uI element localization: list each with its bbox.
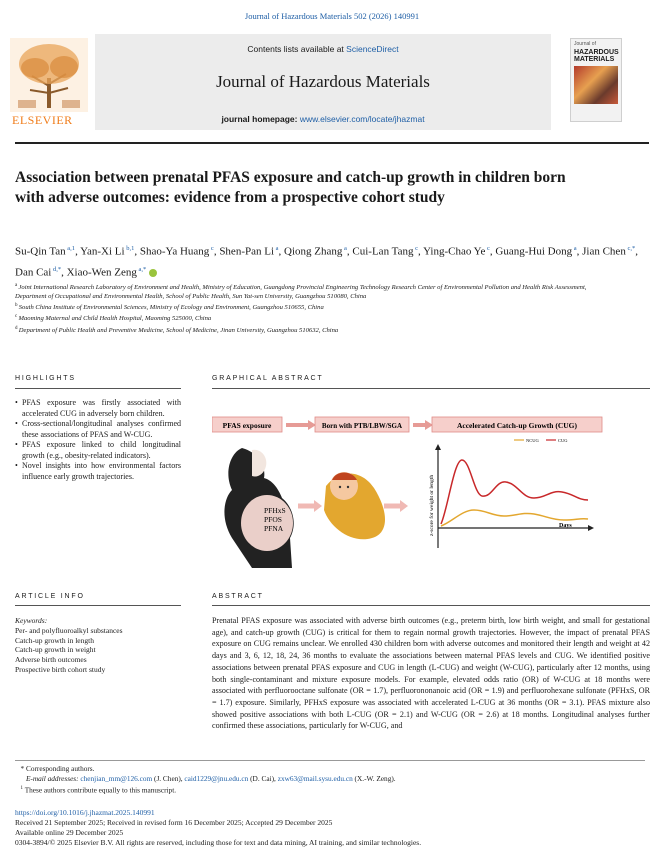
abstract-rule bbox=[212, 605, 650, 606]
author-affiliation-marker[interactable]: c,* bbox=[625, 245, 636, 252]
author-name[interactable]: Qiong Zhang bbox=[284, 245, 343, 258]
author-affiliation-marker[interactable]: a bbox=[342, 245, 347, 252]
author-name[interactable]: Ying-Chao Ye bbox=[423, 245, 486, 258]
homepage-line bbox=[95, 114, 551, 124]
equal-contribution-text: These authors contribute equally to this manuscript. bbox=[24, 785, 177, 795]
author-name[interactable]: Guang-Hui Dong bbox=[495, 245, 573, 258]
homepage-prefix: journal homepage: bbox=[221, 114, 300, 124]
keyword-item: Prospective birth cohort study bbox=[15, 664, 106, 674]
keywords-block bbox=[15, 616, 181, 675]
article-info-rule bbox=[15, 605, 181, 606]
email-link-cai[interactable]: caid1229@jnu.edu.cn bbox=[184, 774, 249, 783]
swaddled-baby-illustration bbox=[324, 472, 385, 539]
ga-y-label: z-score for weight or length bbox=[429, 474, 435, 536]
online-date: Available online 29 December 2025 bbox=[15, 828, 124, 837]
publisher-wordmark: ELSEVIER bbox=[12, 113, 73, 127]
affiliation-text: Joint International Research Laboratory of Environment and Health, Ministry of Education, Guangdong Provincial Engineering Technology Research Center of Environmental Pollution and Health Risk Assessment, Department of Occupational and Environmental Health, School of Public Health, Sun Yat-sen University, Guangzhou 510080, China bbox=[15, 284, 587, 301]
graphical-abstract-figure bbox=[212, 398, 650, 570]
author-name[interactable]: Cui-Lan Tang bbox=[352, 245, 414, 258]
affiliation-list bbox=[15, 281, 615, 335]
corresponding-text: Corresponding authors. bbox=[25, 764, 95, 773]
ga-box-pfas-label: PFAS exposure bbox=[222, 421, 272, 430]
highlights-list bbox=[15, 398, 181, 482]
equal-contribution-note: $^1$ These authors contribute equally to this manuscript. bbox=[20, 785, 177, 795]
author-name[interactable]: Yan-Xi Li bbox=[80, 245, 125, 258]
highlight-item: • PFAS exposure was firstly associated with accelerated CUG in adversely born children. bbox=[22, 398, 181, 419]
author-affiliation-marker[interactable]: a,* bbox=[136, 265, 147, 273]
doi-link[interactable]: https://doi.org/10.1016/j.jhazmat.2025.140991 bbox=[15, 808, 155, 817]
journal-cover-thumbnail[interactable] bbox=[570, 38, 622, 122]
ga-box-cug-label: Accelerated Catch-up Growth (CUG) bbox=[456, 421, 578, 430]
author-name[interactable]: Shen-Pan Li bbox=[219, 245, 275, 258]
email-line bbox=[15, 774, 645, 784]
author-affiliation-marker[interactable]: c bbox=[413, 245, 418, 252]
abstract-heading: ABSTRACT bbox=[212, 593, 264, 600]
publication-details bbox=[15, 808, 645, 848]
author-affiliation-marker[interactable]: c bbox=[485, 245, 490, 252]
abstract-body: Prenatal PFAS exposure was associated with adverse birth outcomes (e.g., preterm birth, low birth weight, and small for gestational age), and catch-up growth (CUG) is critical for them to regain normal growth trajectories. However, the impact of prenatal PFAS exposure on CUG remains unclear. We enrolled 430 children born with adverse outcomes and monitored their length and weight at 42 days and 3, 6, 12, 18, 24, 36 months to evaluate the associations between maternal PFAS levels and CUG. We identified positive associations between prenatal PFAS exposure and CUG in length (L-CUG) and weight (W-CUG), particularly after 12 months, using both single-contaminant and mixture exposure models. For example, elevated odds ratio (OR) of W-CUG at 18 months were associated with perfluorooctane sulfonate (OR = 1.7), perfluorononanoic acid (OR = 1.9) and perfluorohexane sulfonate (PFHxS, OR = 1.7) exposure. Similarly, PFHxS exposure was associated with accelerated L-CUG at 36 months (OR = 3.1). PFAS mixture also showed positive associations with both L-CUG (OR = 2.1) and W-CUG (OR = 2.6) at 18 months. Longitudinal analyses further confirmed these associations, particularly for W-CUG, and bbox=[212, 616, 650, 731]
journal-citation[interactable]: Journal of Hazardous Materials 502 (2026) 140991 bbox=[244, 11, 420, 21]
author-name[interactable]: Xiao-Wen Zeng bbox=[66, 266, 137, 279]
author-name[interactable]: Dan Cai bbox=[15, 266, 52, 279]
author-affiliation-marker[interactable]: b,1 bbox=[124, 245, 135, 252]
highlights-heading: HIGHLIGHTS bbox=[15, 375, 76, 382]
affiliation-text: Department of Public Health and Preventive Medicine, School of Medicine, Jinan University, Guangzhou 510632, China bbox=[18, 326, 339, 334]
received-dates: Received 21 September 2025; Received in revised form 16 December 2025; Accepted 29 December 2025 bbox=[15, 818, 333, 827]
footnotes bbox=[15, 764, 645, 795]
ga-box-born-label: Born with PTB/LBW/SGA bbox=[321, 422, 403, 430]
highlights-rule bbox=[15, 388, 181, 389]
affiliation-item bbox=[15, 324, 615, 335]
author-affiliation-marker[interactable]: a bbox=[572, 245, 577, 252]
author-affiliation-marker[interactable]: c bbox=[209, 245, 214, 252]
email-owner: (X.-W. Zeng). bbox=[354, 774, 396, 783]
orcid-icon[interactable] bbox=[149, 269, 157, 277]
ga-chem-3: PFNA bbox=[264, 524, 284, 533]
graphical-abstract-rule bbox=[212, 388, 650, 389]
keyword-item: Per- and polyfluoroalkyl substances bbox=[15, 625, 123, 635]
article-info-heading: ARTICLE INFO bbox=[15, 593, 85, 600]
corresponding-note: * Corresponding authors. bbox=[15, 764, 95, 773]
article-title: Association between prenatal PFAS exposure and catch-up growth in children born with adverse outcomes: evidence from a prospective cohort study bbox=[15, 169, 566, 206]
author-list: Su-Qin Tan $^{a,1}$, Yan-Xi Li $^{b,1}$, Shao-Ya Huang $^c$, Shen-Pan Li $^a$, Qiong Zhang $^a$, Cui-Lan Tang $^c$, Ying-Chao Ye $^c$, Guang-Hui Dong $^a$, Jian Chen $^{c,*}$, Dan Cai $^{d,*}$, Xiao-Wen Zeng $^{a,*}$ bbox=[15, 245, 638, 279]
affiliation-text: South China Institute of Environmental Sciences, Ministry of Ecology and Environment, Guangzhou 510655, China bbox=[18, 304, 324, 312]
header-divider bbox=[15, 142, 649, 144]
contents-line bbox=[95, 44, 551, 54]
journal-name: Journal of Hazardous Materials bbox=[216, 72, 430, 91]
cover-top-text: Journal of bbox=[574, 41, 596, 47]
sciencedirect-link[interactable]: ScienceDirect bbox=[346, 44, 399, 54]
email-owner: (J. Chen), bbox=[154, 774, 183, 783]
email-label: E-mail addresses: bbox=[25, 774, 79, 783]
cover-image bbox=[574, 66, 618, 104]
footnote-rule bbox=[15, 760, 645, 761]
keyword-item: Catch-up growth in weight bbox=[15, 645, 96, 655]
author-name[interactable]: Su-Qin Tan bbox=[15, 245, 66, 258]
ga-legend-cug: CUG bbox=[558, 438, 568, 443]
ga-chem-2: PFOS bbox=[264, 515, 282, 524]
elsevier-tree-logo bbox=[10, 38, 88, 124]
graphical-abstract-heading: GRAPHICAL ABSTRACT bbox=[212, 375, 324, 382]
affiliation-marker: a bbox=[15, 283, 19, 288]
affiliation-marker: b bbox=[15, 303, 19, 309]
author-affiliation-marker[interactable]: d,* bbox=[51, 265, 62, 273]
author-affiliation-marker[interactable]: a,1 bbox=[65, 245, 76, 252]
cover-title-text: HAZARDOUS MATERIALS bbox=[574, 49, 619, 63]
contents-prefix: Contents lists available at bbox=[247, 44, 347, 54]
copyright-line: 0304-3894/© 2025 Elsevier B.V. All rights are reserved, including those for text and data mining, AI training, and similar technologies. bbox=[15, 838, 422, 847]
affiliation-item bbox=[15, 281, 615, 301]
email-link-zeng[interactable]: zxw63@mail.sysu.edu.cn bbox=[277, 774, 353, 783]
affiliation-text: Maoming Maternal and Child Health Hospital, Maoming 525000, China bbox=[18, 315, 212, 323]
affiliation-item bbox=[15, 301, 615, 312]
homepage-link[interactable]: www.elsevier.com/locate/jhazmat bbox=[299, 114, 425, 124]
email-link-chen[interactable]: chenjian_mm@126.com bbox=[80, 774, 153, 783]
keywords-label: Keywords: bbox=[15, 616, 48, 625]
author-affiliation-marker[interactable]: a bbox=[274, 245, 279, 252]
keyword-item: Adverse birth outcomes bbox=[15, 655, 87, 665]
ga-chem-1: PFHxS bbox=[264, 506, 286, 515]
author-name[interactable]: Shao-Ya Huang bbox=[139, 245, 210, 258]
author-name[interactable]: Jian Chen bbox=[582, 245, 626, 258]
highlight-item: • Novel insights into how environmental factors influence early growth trajectories. bbox=[22, 461, 181, 482]
highlight-item: • PFAS exposure linked to child longitudinal growth (e.g., obesity-related indicators). bbox=[22, 440, 181, 461]
affiliation-marker: d bbox=[15, 325, 19, 331]
affiliation-marker: c bbox=[15, 314, 19, 320]
ga-legend-ncug: NCUG bbox=[526, 438, 539, 443]
affiliation-item bbox=[15, 312, 615, 323]
email-owner: (D. Cai), bbox=[250, 774, 276, 783]
highlight-item: • Cross-sectional/longitudinal analyses confirmed these associations of PFAS and W-CUG. bbox=[22, 419, 181, 440]
ga-growth-chart bbox=[428, 438, 594, 548]
keyword-item: Catch-up growth in length bbox=[15, 635, 94, 645]
ga-x-label: Days bbox=[559, 523, 572, 529]
